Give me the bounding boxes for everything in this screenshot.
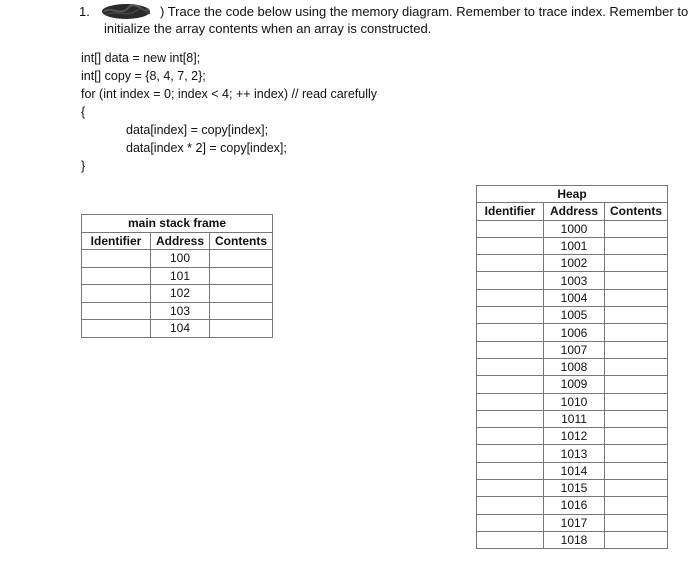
address-cell: 101 — [151, 267, 210, 285]
table-row — [477, 428, 668, 445]
identifier-cell[interactable] — [477, 220, 544, 237]
table-row — [82, 302, 273, 320]
address-cell: 1002 — [544, 255, 605, 272]
contents-cell[interactable] — [605, 289, 668, 306]
identifier-cell[interactable] — [477, 289, 544, 306]
column-header: Identifier — [477, 203, 544, 220]
identifier-cell[interactable] — [477, 393, 544, 410]
table-row — [477, 480, 668, 497]
contents-cell[interactable] — [605, 410, 668, 427]
table-row — [82, 320, 273, 338]
contents-cell[interactable] — [605, 324, 668, 341]
identifier-cell[interactable] — [82, 250, 151, 268]
table-row — [477, 341, 668, 358]
identifier-cell[interactable] — [477, 376, 544, 393]
column-header: Address — [544, 203, 605, 220]
contents-cell[interactable] — [605, 462, 668, 479]
heap-title: Heap — [477, 186, 668, 203]
code-line: data[index] = copy[index]; — [126, 123, 269, 137]
identifier-cell[interactable] — [477, 324, 544, 341]
address-cell: 1011 — [544, 410, 605, 427]
identifier-cell[interactable] — [477, 514, 544, 531]
contents-cell[interactable] — [605, 307, 668, 324]
question-text-line1: ) Trace the code below using the memory diagram. Remember to trace index. Remember to — [160, 4, 689, 19]
identifier-cell[interactable] — [477, 462, 544, 479]
column-header: Contents — [605, 203, 668, 220]
contents-cell[interactable] — [605, 531, 668, 548]
contents-cell[interactable] — [605, 445, 668, 462]
code-line: } — [81, 159, 86, 173]
contents-cell[interactable] — [605, 255, 668, 272]
contents-cell[interactable] — [210, 285, 273, 303]
identifier-cell[interactable] — [477, 341, 544, 358]
main-stack-frame-table — [81, 214, 273, 338]
stack-frame-title: main stack frame — [82, 215, 273, 233]
table-row — [477, 410, 668, 427]
address-cell: 1001 — [544, 237, 605, 254]
table-row — [82, 250, 273, 268]
contents-cell[interactable] — [605, 220, 668, 237]
column-header: Contents — [210, 232, 273, 250]
contents-cell[interactable] — [605, 393, 668, 410]
address-cell: 1003 — [544, 272, 605, 289]
table-row — [477, 220, 668, 237]
identifier-cell[interactable] — [477, 307, 544, 324]
address-cell: 1004 — [544, 289, 605, 306]
table-row — [477, 462, 668, 479]
code-line: { — [81, 105, 86, 119]
identifier-cell[interactable] — [477, 358, 544, 375]
table-row — [477, 237, 668, 254]
contents-cell[interactable] — [605, 428, 668, 445]
contents-cell[interactable] — [605, 480, 668, 497]
address-cell: 104 — [151, 320, 210, 338]
address-cell: 1013 — [544, 445, 605, 462]
code-line: for (int index = 0; index < 4; ++ index) // read carefully — [81, 87, 377, 101]
code-line: int[] copy = {8, 4, 7, 2}; — [81, 69, 206, 83]
identifier-cell[interactable] — [82, 320, 151, 338]
identifier-cell[interactable] — [82, 267, 151, 285]
address-cell: 1010 — [544, 393, 605, 410]
question-number: 1. — [79, 4, 90, 19]
heap-table — [476, 185, 668, 549]
contents-cell[interactable] — [605, 514, 668, 531]
table-row — [477, 272, 668, 289]
contents-cell[interactable] — [605, 358, 668, 375]
column-header: Address — [151, 232, 210, 250]
address-cell: 103 — [151, 302, 210, 320]
table-row — [477, 497, 668, 514]
contents-cell[interactable] — [605, 497, 668, 514]
contents-cell[interactable] — [605, 237, 668, 254]
address-cell: 1005 — [544, 307, 605, 324]
table-row — [477, 531, 668, 548]
table-row — [82, 267, 273, 285]
identifier-cell[interactable] — [477, 480, 544, 497]
contents-cell[interactable] — [605, 341, 668, 358]
contents-cell[interactable] — [605, 376, 668, 393]
contents-cell[interactable] — [210, 250, 273, 268]
table-row — [477, 358, 668, 375]
identifier-cell[interactable] — [477, 445, 544, 462]
table-row — [477, 393, 668, 410]
address-cell: 102 — [151, 285, 210, 303]
address-cell: 1012 — [544, 428, 605, 445]
table-row — [477, 376, 668, 393]
identifier-cell[interactable] — [477, 255, 544, 272]
question-text-line2: initialize the array contents when an array is constructed. — [104, 21, 432, 36]
address-cell: 1018 — [544, 531, 605, 548]
identifier-cell[interactable] — [82, 285, 151, 303]
address-cell: 1016 — [544, 497, 605, 514]
redacted-scribble — [100, 3, 152, 20]
table-row — [82, 285, 273, 303]
code-line: data[index * 2] = copy[index]; — [126, 141, 287, 155]
column-header: Identifier — [82, 232, 151, 250]
address-cell: 1000 — [544, 220, 605, 237]
address-cell: 1008 — [544, 358, 605, 375]
table-row — [477, 324, 668, 341]
table-row — [477, 307, 668, 324]
identifier-cell[interactable] — [477, 428, 544, 445]
identifier-cell[interactable] — [477, 237, 544, 254]
identifier-cell[interactable] — [82, 302, 151, 320]
contents-cell[interactable] — [605, 272, 668, 289]
contents-cell[interactable] — [210, 302, 273, 320]
identifier-cell[interactable] — [477, 410, 544, 427]
table-row — [477, 289, 668, 306]
contents-cell[interactable] — [210, 320, 273, 338]
address-cell: 1017 — [544, 514, 605, 531]
address-cell: 1014 — [544, 462, 605, 479]
identifier-cell[interactable] — [477, 272, 544, 289]
identifier-cell[interactable] — [477, 531, 544, 548]
address-cell: 1015 — [544, 480, 605, 497]
contents-cell[interactable] — [210, 267, 273, 285]
table-row — [477, 445, 668, 462]
address-cell: 1006 — [544, 324, 605, 341]
identifier-cell[interactable] — [477, 497, 544, 514]
address-cell: 100 — [151, 250, 210, 268]
table-row — [477, 255, 668, 272]
table-row — [477, 514, 668, 531]
address-cell: 1007 — [544, 341, 605, 358]
code-line: int[] data = new int[8]; — [81, 51, 201, 65]
address-cell: 1009 — [544, 376, 605, 393]
